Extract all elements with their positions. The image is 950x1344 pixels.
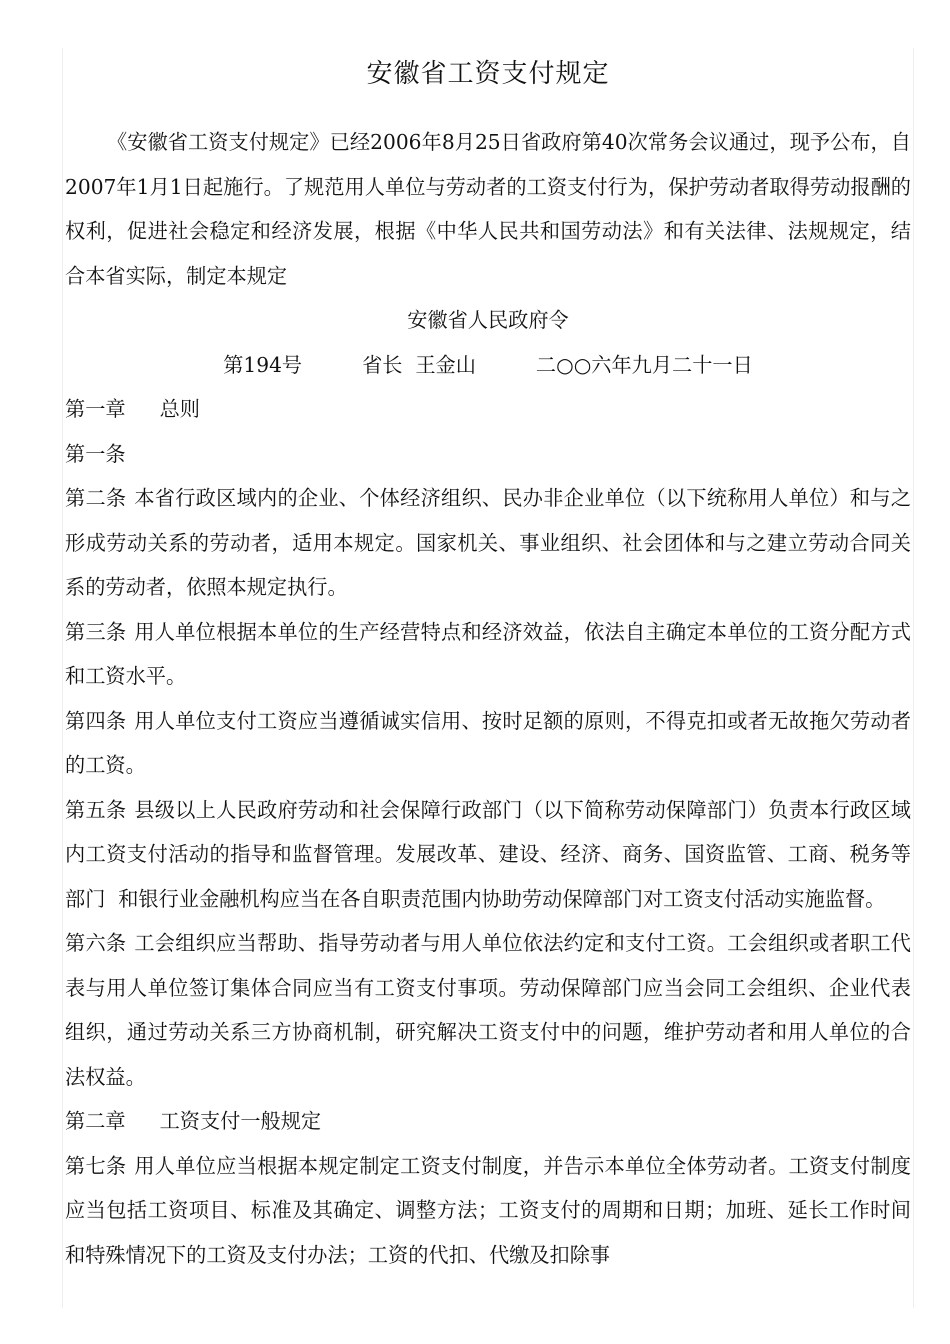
article-text: 工会组织应当帮助、指导劳动者与用人单位依法约定和支付工资。工会组织或者职工代表与用人单位签订集体合同应当有工资支付事项。劳动保障部门应当会同工会组织、企业代表组织，通过劳动关系三方协商机制，研究解决工资支付中的问题，维护劳动者和用人单位的合法权益。 [65, 931, 911, 1089]
article-text: 用人单位根据本单位的生产经营特点和经济效益，依法自主确定本单位的工资分配方式和工资水平。 [65, 619, 911, 688]
chapter-name: 工资支付一般规定 [159, 1109, 322, 1133]
decree-date: 二○○六年九月二十一日 [535, 352, 753, 377]
decree-governor: 省长 王金山 [362, 352, 476, 377]
article-number: 第三条 [65, 619, 127, 644]
article [65, 788, 911, 922]
article-text: 用人单位应当根据本规定制定工资支付制度，并告示本单位全体劳动者。工资支付制度应当包括工资项目、标准及其确定、调整方法；工资支付的周期和日期；加班、延长工作时间和特殊情况下的工资及支付办法；工资的代扣、代缴及扣除事 [65, 1153, 911, 1267]
decree-number: 第194号 [223, 352, 303, 377]
article [65, 699, 911, 788]
document-page [62, 48, 914, 1308]
document-title: 安徽省工资支付规定 [366, 59, 610, 89]
article-text: 县级以上人民政府劳动和社会保障行政部门（以下简称劳动保障部门）负责本行政区域内工资支付活动的指导和监督管理。发展改革、建设、经济、商务、国资监管、工商、税务等部门 和银行业金融机构应当在各自职责范围内协助劳动保障部门对工资支付活动实施监督。 [65, 797, 911, 911]
chapter-heading-1 [65, 387, 911, 432]
article-number: 第四条 [65, 708, 127, 733]
chapter-name: 总则 [159, 397, 200, 421]
document-body [65, 120, 911, 1277]
decree-issuer: 安徽省人民政府令 [407, 308, 569, 332]
decree-info-line [65, 343, 911, 388]
article-number: 第六条 [65, 931, 127, 955]
article-number: 第二条 [65, 486, 127, 510]
article-number: 第一条 [65, 441, 126, 466]
article [65, 432, 911, 477]
chapter-number: 第二章 [65, 1109, 126, 1133]
article [65, 610, 911, 699]
article-text: 本省行政区域内的企业、个体经济组织、民办非企业单位（以下统称用人单位）和与之形成劳动关系的劳动者，适用本规定。国家机关、事业组织、社会团体和与之建立劳动合同关系的劳动者，依照本规定执行。 [65, 486, 911, 599]
article [65, 476, 911, 610]
article-text: 用人单位支付工资应当遵循诚实信用、按时足额的原则，不得克扣或者无故拖欠劳动者的工资。 [65, 708, 911, 777]
article [65, 921, 911, 1099]
intro-paragraph: 《安徽省工资支付规定》已经2006年8月25日省政府第40次常务会议通过，现予公布，自2007年1月1日起施行。了规范用人单位与劳动者的工资支付行为，保护劳动者取得劳动报酬的权利，促进社会稳定和经济发展，根据《中华人民共和国劳动法》和有关法律、法规规定，结合本省实际，制定本规定 [65, 130, 911, 288]
article [65, 1144, 911, 1278]
chapter-heading-2 [65, 1099, 911, 1144]
chapter-number: 第一章 [65, 397, 126, 421]
article-number: 第七条 [65, 1153, 127, 1178]
article-number: 第五条 [65, 797, 127, 822]
